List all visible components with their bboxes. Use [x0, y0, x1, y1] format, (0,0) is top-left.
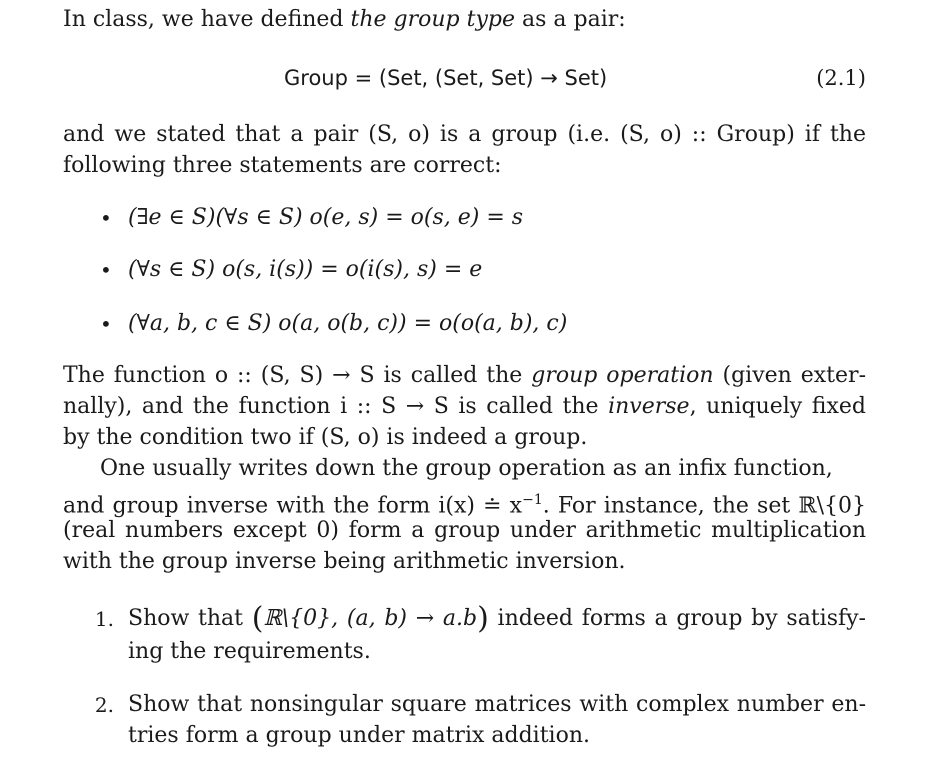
bullet-marker: • — [100, 312, 112, 336]
equation-number: (2.1) — [816, 66, 866, 90]
group-type-term: the group type — [350, 7, 515, 32]
para2-line-1: One usually writes down the group operation as an infix function, — [100, 456, 833, 481]
exercise-2-line-2: tries form a group under matrix addition. — [128, 723, 590, 748]
para2-line-4: with the group inverse being arithmetic inversion. — [63, 549, 626, 574]
exercise-number: 1. — [94, 607, 114, 631]
exercise-1-line-2: ing the requirements. — [128, 639, 371, 664]
exercise-number: 2. — [94, 693, 114, 717]
bullet-marker: • — [100, 206, 112, 230]
bullet-marker: • — [100, 258, 112, 282]
para1-line-1: The function o :: (S, S) → S is called the group operation (given exter- — [63, 363, 866, 388]
para1-line-2: nally), and the function i :: S → S is called the inverse, uniquely fixed — [63, 394, 866, 419]
axiom-identity: (∃e ∈ S)(∀s ∈ S) o(e, s) = o(s, e) = s — [128, 205, 524, 230]
group-operation-term: group operation — [531, 363, 714, 388]
para1-line-3: by the condition two if (S, o) is indeed a group. — [63, 425, 588, 450]
exercise-2-line-1: Show that nonsingular square matrices with complex number en- — [128, 692, 866, 717]
condition-line-1: and we stated that a pair (S, o) is a group (i.e. (S, o) :: Group) if the — [63, 122, 866, 147]
inverse-term: inverse — [608, 394, 690, 419]
para2-line-3: (real numbers except 0) form a group under arithmetic multiplication — [63, 518, 866, 543]
axiom-inverse: (∀s ∈ S) o(s, i(s)) = o(i(s), s) = e — [128, 257, 483, 282]
para2-line-2: and group inverse with the form i(x) ≐ $x^{-1}$. For instance, the set ℝ\{0} — [63, 492, 867, 519]
condition-line-2: following three statements are correct: — [63, 153, 502, 178]
exercise-1-line-1: Show that (ℝ\{0}, (a, b) → a.b) indeed forms a group by satisfy- — [128, 601, 866, 636]
intro-line: In class, we have defined the group type as a pair: — [63, 7, 626, 32]
axiom-associativity: (∀a, b, c ∈ S) o(a, o(b, c)) = o(o(a, b), c) — [128, 311, 568, 336]
exercise-1-math: ℝ\{0}, (a, b) → a.b — [263, 606, 478, 631]
display-equation: Group = (Set, (Set, Set) → Set) — [284, 66, 608, 90]
